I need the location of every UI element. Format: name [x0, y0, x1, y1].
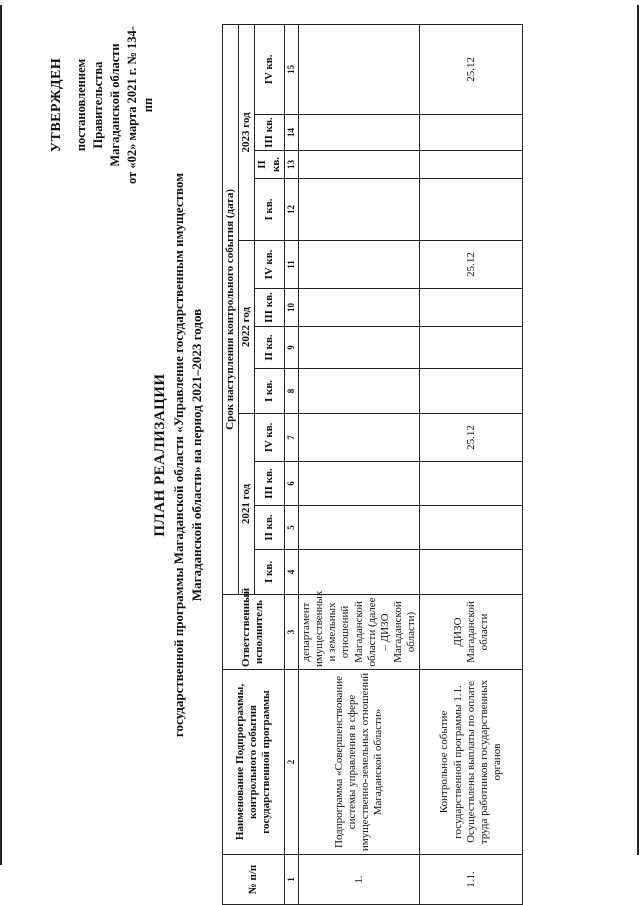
row-quarter-cell	[298, 151, 420, 179]
scan-edge-line-top	[0, 5, 2, 865]
column-number: 8	[284, 369, 298, 414]
header-quarter: I кв.	[255, 369, 284, 414]
column-number: 5	[284, 506, 298, 550]
row-quarter-cell	[420, 462, 523, 506]
row-quarter-cell	[298, 369, 420, 414]
row-quarter-cell: 25.12	[420, 241, 523, 289]
row-quarter-cell	[420, 115, 523, 151]
row-executor: ДИЗО Магаданской области	[420, 595, 523, 670]
row-quarter-cell	[298, 179, 420, 241]
approval-line-1: постановлением Правительства	[73, 58, 105, 152]
header-quarter: I кв.	[255, 550, 284, 595]
row-quarter-cell	[420, 550, 523, 595]
row-name: Подпрограмма «Совершенствование системы управления в сфере имущественно-земельных отношений Магаданской области»	[298, 670, 420, 855]
implementation-plan-table	[222, 24, 523, 905]
header-name: Наименование Подпрограммы, контрольного события государственной программы	[223, 670, 285, 855]
table-row	[298, 24, 420, 904]
header-year-2022: 2022 год	[239, 241, 255, 414]
row-quarter-cell	[298, 414, 420, 462]
row-quarter-cell	[298, 327, 420, 369]
column-number: 7	[284, 414, 298, 462]
header-year-2023: 2023 год	[239, 24, 255, 240]
row-quarter-cell	[420, 506, 523, 550]
row-quarter-cell	[298, 24, 420, 114]
header-quarter: IV кв.	[255, 414, 284, 462]
row-quarter-cell	[298, 550, 420, 595]
column-number: 6	[284, 462, 298, 506]
row-quarter-cell	[420, 151, 523, 179]
header-quarter: III кв.	[255, 462, 284, 506]
row-quarter-cell	[420, 289, 523, 327]
column-number: 4	[284, 550, 298, 595]
row-quarter-cell	[298, 289, 420, 327]
row-name: Контрольное событие государственной программы 1.1. Осуществлены выплаты по оплате труда работников государственных органов	[420, 670, 523, 855]
row-quarter-cell	[420, 369, 523, 414]
row-executor: департамент имущественных и земельных отношений Магаданской области (далее – ДИЗО Магаданской области)	[298, 595, 420, 670]
column-number: 1	[284, 855, 298, 905]
row-quarter-cell	[420, 327, 523, 369]
approval-line-3: от «02» марта 2021 г. № 134-пп	[124, 26, 156, 184]
row-quarter-cell	[298, 506, 420, 550]
row-quarter-cell	[298, 115, 420, 151]
column-number: 14	[284, 115, 298, 151]
row-num: 1.	[298, 855, 420, 905]
header-deadline: Срок наступления контрольного события (дата)	[223, 24, 239, 594]
row-quarter-cell	[298, 241, 420, 289]
column-number: 10	[284, 289, 298, 327]
header-quarter: IV кв.	[255, 24, 284, 114]
document-subtitle-line-1: государственной программы Магаданской области «Управление государственным имуществом	[171, 172, 187, 738]
header-num: № п/п	[223, 855, 285, 905]
header-quarter: I кв.	[255, 179, 284, 241]
document-title: ПЛАН РЕАЛИЗАЦИИ	[152, 373, 168, 537]
header-year-2021: 2021 год	[239, 414, 255, 595]
approval-line-2: Магаданской области	[107, 43, 122, 167]
row-quarter-cell: 25.12	[420, 24, 523, 114]
header-quarter: II кв.	[255, 151, 284, 179]
header-quarter: III кв.	[255, 289, 284, 327]
header-quarter: II кв.	[255, 327, 284, 369]
row-num: 1.1.	[420, 855, 523, 905]
column-number: 9	[284, 327, 298, 369]
document-subtitle-line-2: Магаданской области» на период 2021–2023 годов	[188, 308, 204, 602]
approval-stamp-block	[48, 25, 157, 185]
document-title-block	[150, 65, 205, 845]
header-quarter: III кв.	[255, 115, 284, 151]
table-row	[420, 24, 523, 904]
header-quarter: II кв.	[255, 506, 284, 550]
scan-edge-line-bottom	[637, 5, 639, 855]
header-quarter: IV кв.	[255, 241, 284, 289]
column-number: 12	[284, 179, 298, 241]
column-number: 13	[284, 151, 298, 179]
approval-heading: УТВЕРЖДЕН	[49, 57, 64, 153]
row-quarter-cell	[298, 462, 420, 506]
column-number: 3	[284, 595, 298, 670]
row-quarter-cell	[420, 179, 523, 241]
header-executor: Ответственный исполнитель	[223, 595, 285, 670]
column-number: 2	[284, 670, 298, 855]
column-number: 15	[284, 24, 298, 114]
column-number: 11	[284, 241, 298, 289]
row-quarter-cell: 25.12	[420, 414, 523, 462]
